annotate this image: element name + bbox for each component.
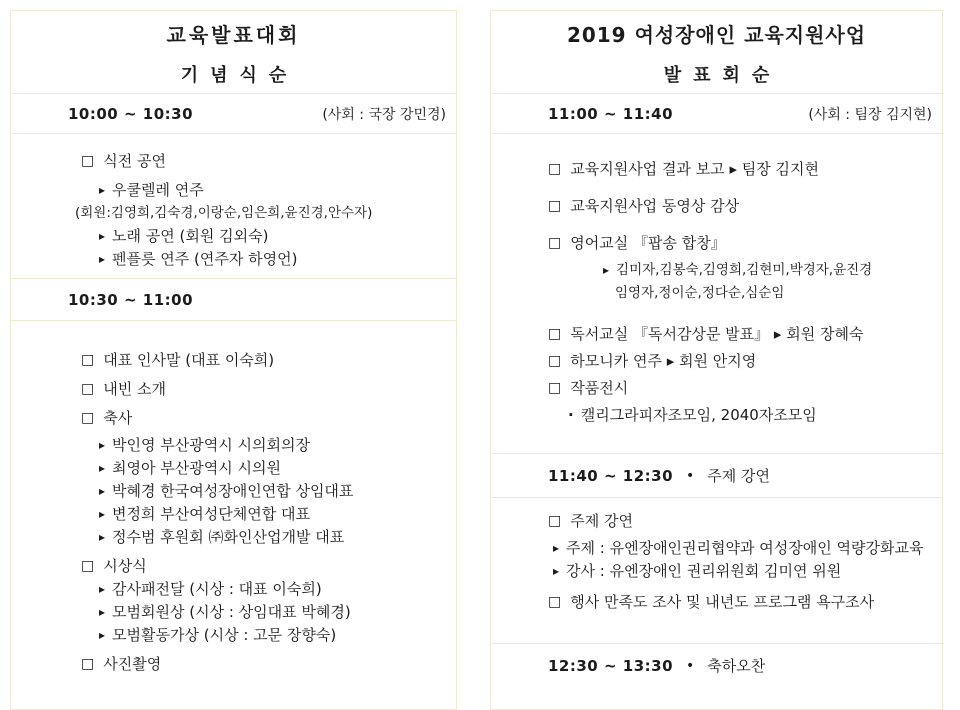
agenda-subitem — [11, 503, 456, 526]
checkbox-icon: □ — [81, 153, 95, 169]
time-slot-row — [11, 279, 456, 321]
time-slot-label: 축하오찬 — [707, 657, 766, 675]
agenda-item-label: 사진촬영 — [103, 655, 162, 673]
agenda-subitem-label: 박혜경 한국여성장애인연합 상임대표 — [112, 482, 354, 500]
right-program-card — [490, 10, 943, 710]
arrow-bullet-icon: ▸ — [603, 263, 610, 277]
agenda-subitem — [11, 601, 456, 624]
agenda-subitem-label: 감사패전달 (시상 : 대표 이숙희) — [112, 580, 322, 598]
agenda-item — [11, 555, 456, 578]
right-program-header — [491, 11, 942, 94]
arrow-bullet-icon: ▸ — [99, 484, 106, 498]
time-range: 11:40 ~ 12:30 — [548, 466, 674, 485]
time-slot-group — [548, 465, 770, 486]
member-list-line — [491, 259, 942, 282]
bullet-icon: • — [686, 467, 695, 484]
left-program-card — [10, 10, 457, 710]
agenda-item — [491, 591, 942, 614]
agenda-subitem — [11, 480, 456, 503]
page-subtitle: 기념식순 — [180, 65, 299, 86]
agenda-item — [11, 150, 456, 173]
member-list-text: 임영자,정이순,정다순,심순임 — [615, 285, 785, 301]
agenda-item-label: 교육지원사업 동영상 감상 — [570, 197, 740, 215]
agenda-subitem — [491, 537, 942, 560]
arrow-bullet-icon: ▸ — [553, 541, 560, 555]
agenda-item-label: 영어교실 『팝송 합창』 — [570, 234, 726, 252]
checkbox-icon: □ — [548, 353, 562, 369]
agenda-item — [11, 378, 456, 401]
checkbox-icon: □ — [81, 558, 95, 574]
agenda-item — [491, 510, 942, 533]
agenda-subitem — [11, 526, 456, 549]
agenda-subitem-label: 강사 : 유엔장애인 권리위원회 김미연 위원 — [566, 562, 842, 580]
member-list-text: (회원:김영희,김숙경,이랑순,임은희,윤진경,안수자) — [75, 205, 373, 221]
agenda-subitem-label: 최영아 부산광역시 시의원 — [112, 459, 281, 477]
agenda-item-label: 하모니카 연주 ▸ 회원 안지영 — [570, 352, 757, 370]
checkbox-icon: □ — [81, 352, 95, 368]
agenda-subitem-label: 주제 : 유엔장애인권리협약과 여성장애인 역량강화교육 — [566, 539, 924, 557]
time-slot-row — [491, 454, 942, 498]
arrow-bullet-icon: ▸ — [99, 229, 106, 243]
checkbox-icon: □ — [548, 235, 562, 251]
checkbox-icon: □ — [548, 594, 562, 610]
arrow-bullet-icon: ▸ — [99, 183, 106, 197]
agenda-subitem-label: 변정희 부산여성단체연합 대표 — [112, 505, 310, 523]
member-list-text: 김미자,김봉숙,김영희,김현미,박경자,윤진경 — [616, 262, 873, 278]
dot-bullet-icon: · — [568, 406, 574, 424]
agenda-item — [491, 158, 942, 181]
arrow-bullet-icon: ▸ — [99, 252, 106, 266]
member-list-line — [11, 202, 456, 225]
agenda-item-label: 시상식 — [103, 557, 147, 575]
agenda-subitem — [491, 560, 942, 583]
agenda-subitem — [11, 225, 456, 248]
bullet-icon: • — [686, 657, 695, 674]
page-title: 교육발표대회 — [166, 23, 301, 47]
checkbox-icon: □ — [81, 656, 95, 672]
agenda-subitem — [11, 624, 456, 647]
member-list-line — [491, 282, 942, 305]
checkbox-icon: □ — [548, 198, 562, 214]
agenda-subitem-label: 우쿨렐레 연주 — [112, 181, 204, 199]
checkbox-icon: □ — [81, 410, 95, 426]
arrow-bullet-icon: ▸ — [99, 507, 106, 521]
time-slot-group — [548, 655, 765, 676]
agenda-subitem-label: 박인영 부산광역시 시의회의장 — [112, 436, 310, 454]
agenda-item-label: 교육지원사업 결과 보고 ▸ 팀장 김지현 — [570, 160, 819, 178]
agenda-item — [11, 653, 456, 676]
page-subtitle: 발표회순 — [663, 65, 782, 86]
arrow-bullet-icon: ▸ — [553, 564, 560, 578]
time-slot-row — [491, 644, 942, 704]
agenda-subitem — [11, 578, 456, 601]
page-title: 2019 여성장애인 교육지원사업 — [566, 23, 867, 47]
agenda-section — [11, 321, 456, 676]
arrow-bullet-icon: ▸ — [99, 438, 106, 452]
agenda-item-label: 주제 강연 — [570, 512, 633, 530]
arrow-bullet-icon: ▸ — [99, 582, 106, 596]
agenda-subitem — [11, 248, 456, 271]
agenda-subitem-label: 모범활동가상 (시상 : 고문 장향숙) — [112, 626, 337, 644]
agenda-subitem — [491, 404, 942, 427]
agenda-subitem-label: 모범회원상 (시상 : 상임대표 박혜경) — [112, 603, 351, 621]
agenda-subitem — [11, 457, 456, 480]
time-range: 10:00 ~ 10:30 — [68, 104, 194, 123]
agenda-item — [491, 195, 942, 218]
agenda-subitem-label: 노래 공연 (회원 김외숙) — [112, 227, 269, 245]
agenda-section — [491, 134, 942, 454]
agenda-subitem-label: 캘리그라피자조모임, 2040자조모임 — [580, 406, 817, 424]
arrow-bullet-icon: ▸ — [99, 605, 106, 619]
agenda-item-label: 대표 인사말 (대표 이숙희) — [103, 351, 275, 369]
arrow-bullet-icon: ▸ — [99, 530, 106, 544]
agenda-item-label: 행사 만족도 조사 및 내년도 프로그램 욕구조사 — [570, 593, 875, 611]
time-slot-row — [11, 94, 456, 134]
time-range: 10:30 ~ 11:00 — [68, 290, 194, 309]
time-range: 12:30 ~ 13:30 — [548, 656, 674, 675]
arrow-bullet-icon: ▸ — [99, 628, 106, 642]
time-slot-label: 주제 강연 — [707, 467, 771, 485]
checkbox-icon: □ — [548, 326, 562, 342]
host-label: (사회 : 팀장 김지현) — [808, 106, 932, 123]
agenda-item-label: 내빈 소개 — [103, 380, 166, 398]
agenda-item — [491, 323, 942, 346]
time-range: 11:00 ~ 11:40 — [548, 104, 674, 123]
agenda-item-label: 식전 공연 — [103, 152, 166, 170]
agenda-item — [491, 232, 942, 255]
agenda-item-label: 독서교실 『독서감상문 발표』 ▸ 회원 장혜숙 — [570, 325, 864, 343]
agenda-subitem-label: 정수범 후원회 ㈜화인산업개발 대표 — [112, 528, 345, 546]
agenda-item-label: 축사 — [103, 409, 133, 427]
time-slot-row — [491, 94, 942, 134]
agenda-item — [11, 349, 456, 372]
agenda-section — [11, 134, 456, 279]
checkbox-icon: □ — [548, 161, 562, 177]
host-label: (사회 : 국장 강민경) — [322, 106, 446, 123]
agenda-subitem — [11, 179, 456, 202]
checkbox-icon: □ — [548, 513, 562, 529]
agenda-item — [491, 377, 942, 400]
checkbox-icon: □ — [81, 381, 95, 397]
agenda-subitem — [11, 434, 456, 457]
agenda-item — [11, 407, 456, 430]
checkbox-icon: □ — [548, 380, 562, 396]
agenda-section — [491, 498, 942, 644]
left-program-header — [11, 11, 456, 94]
agenda-item-label: 작품전시 — [570, 379, 629, 397]
agenda-item — [491, 350, 942, 373]
agenda-subitem-label: 펜플릇 연주 (연주자 하영언) — [112, 250, 298, 268]
arrow-bullet-icon: ▸ — [99, 461, 106, 475]
